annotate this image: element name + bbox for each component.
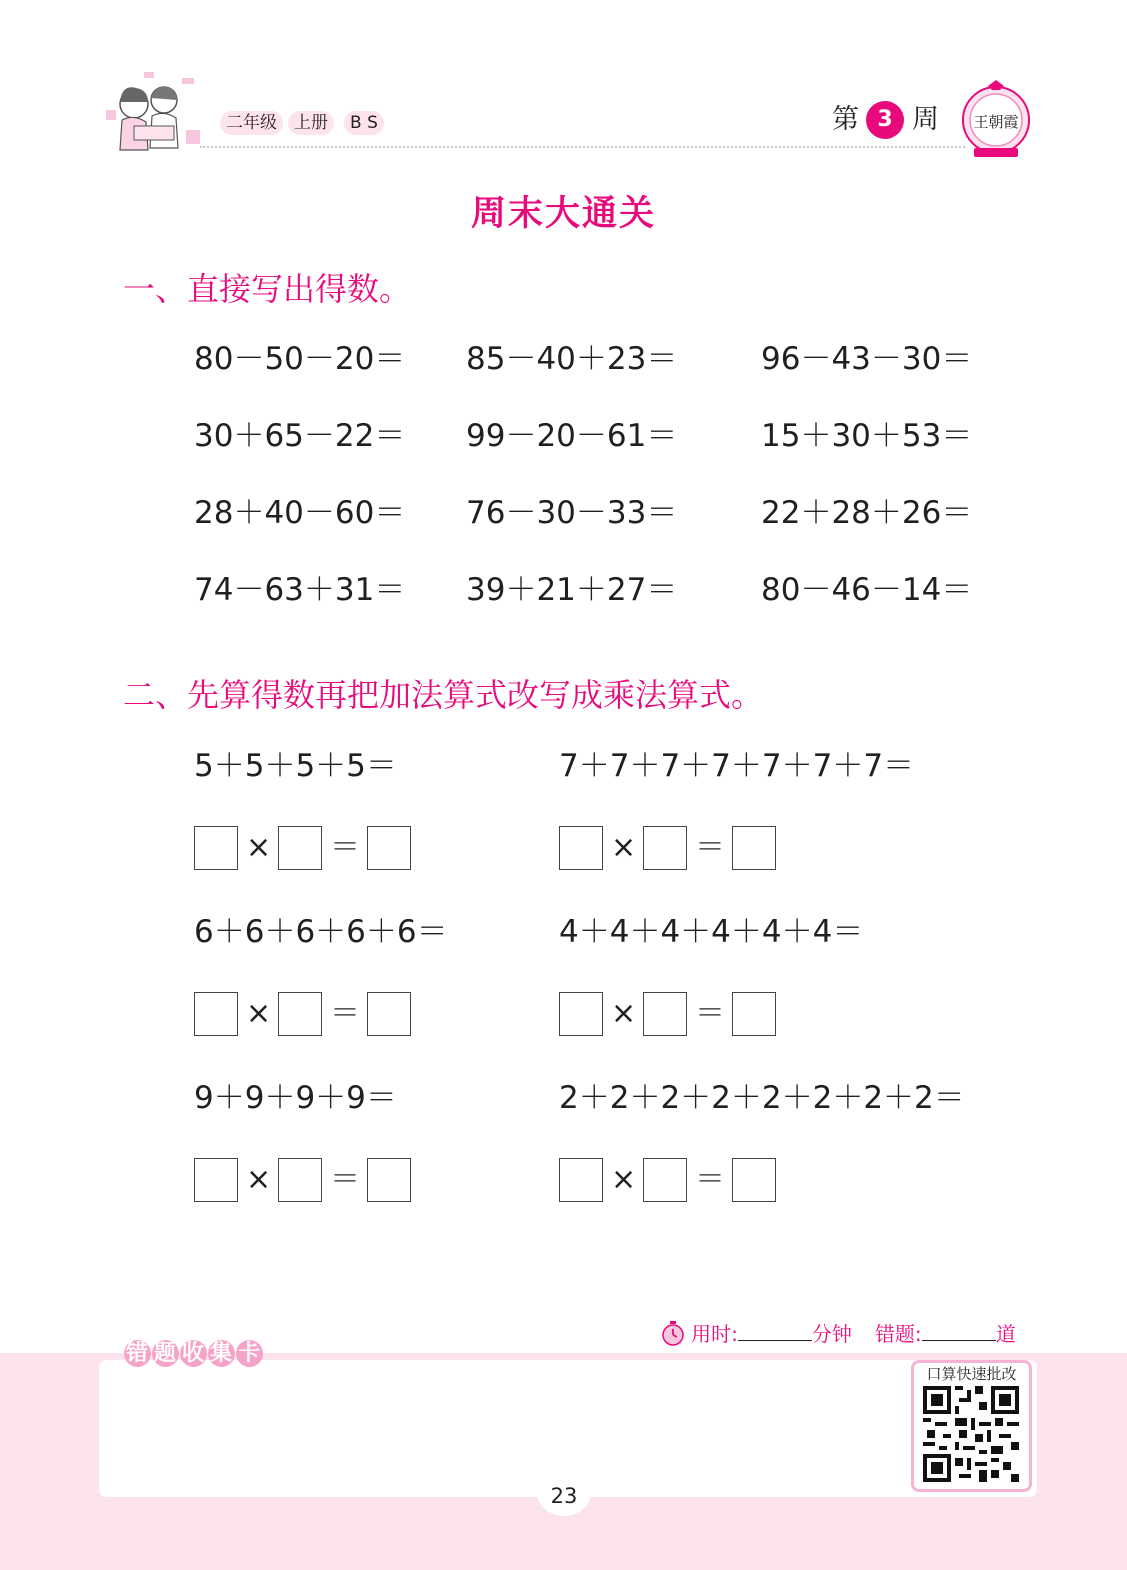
equation: 30＋65－22＝ xyxy=(194,418,406,454)
addition-equation: 5＋5＋5＋5＝ xyxy=(194,748,397,784)
grade-label: 二年级 xyxy=(220,111,283,135)
addition-equation: 6＋6＋6＋6＋6＝ xyxy=(194,914,448,950)
card-title-char: 集 xyxy=(209,1341,233,1366)
multiplication-answer xyxy=(559,1158,779,1204)
week-number-badge: 3 xyxy=(866,101,904,139)
card-title-char: 收 xyxy=(181,1341,205,1366)
answer-box[interactable] xyxy=(732,1158,776,1202)
time-label: 用时: xyxy=(691,1322,738,1346)
equation: 76－30－33＝ xyxy=(466,495,678,531)
volume-label: 上册 xyxy=(288,111,334,135)
time-unit: 分钟 xyxy=(811,1322,852,1346)
error-card-title xyxy=(124,1340,264,1372)
answer-box[interactable] xyxy=(559,992,603,1036)
answer-box[interactable] xyxy=(643,992,687,1036)
equation: 28＋40－60＝ xyxy=(194,495,406,531)
page-title: 周末大通关 xyxy=(470,194,656,234)
addition-equation: 9＋9＋9＋9＝ xyxy=(194,1080,397,1116)
equation: 74－63＋31＝ xyxy=(194,572,406,608)
header-divider xyxy=(200,146,965,148)
answer-box[interactable] xyxy=(194,826,238,870)
card-title-char: 卡 xyxy=(237,1341,261,1366)
kids-illustration xyxy=(104,70,208,156)
answer-box[interactable] xyxy=(732,992,776,1036)
error-label: 错题: xyxy=(874,1322,922,1346)
multiplication-answer xyxy=(559,826,779,872)
times-sign: × xyxy=(611,1162,637,1197)
time-blank[interactable] xyxy=(738,1320,812,1341)
answer-box[interactable] xyxy=(559,1158,603,1202)
addition-equation: 2＋2＋2＋2＋2＋2＋2＋2＝ xyxy=(559,1080,965,1116)
card-title-char: 错 xyxy=(125,1341,149,1366)
equals-sign: ＝ xyxy=(330,830,360,865)
section2-title: 二、先算得数再把加法算式改写成乘法算式。 xyxy=(123,676,764,714)
answer-box[interactable] xyxy=(643,1158,687,1202)
error-blank[interactable] xyxy=(922,1320,996,1341)
error-unit: 道 xyxy=(995,1322,1016,1346)
qr-label: 口算快速批改 xyxy=(926,1365,1017,1383)
answer-box[interactable] xyxy=(367,1158,411,1202)
times-sign: × xyxy=(611,996,637,1031)
qr-code-icon[interactable] xyxy=(923,1386,1019,1482)
equals-sign: ＝ xyxy=(695,830,725,865)
addition-equation: 4＋4＋4＋4＋4＋4＝ xyxy=(559,914,864,950)
page-number: 23 xyxy=(538,1476,590,1516)
equals-sign: ＝ xyxy=(330,996,360,1031)
times-sign: × xyxy=(246,830,272,865)
equation: 80－46－14＝ xyxy=(761,572,973,608)
equation: 96－43－30＝ xyxy=(761,341,973,377)
equation: 99－20－61＝ xyxy=(466,418,678,454)
answer-box[interactable] xyxy=(367,826,411,870)
week-suffix: 周 xyxy=(912,104,939,135)
answer-box[interactable] xyxy=(732,826,776,870)
multiplication-answer xyxy=(559,992,779,1038)
equation: 85－40＋23＝ xyxy=(466,341,678,377)
answer-box[interactable] xyxy=(278,992,322,1036)
answer-box[interactable] xyxy=(194,1158,238,1202)
equation: 80－50－20＝ xyxy=(194,341,406,377)
answer-box[interactable] xyxy=(278,826,322,870)
edition-label: B S xyxy=(344,111,384,135)
times-sign: × xyxy=(246,996,272,1031)
answer-box[interactable] xyxy=(278,1158,322,1202)
section1-title: 一、直接写出得数。 xyxy=(123,270,412,308)
equals-sign: ＝ xyxy=(695,996,725,1031)
equation: 22＋28＋26＝ xyxy=(761,495,973,531)
answer-box[interactable] xyxy=(559,826,603,870)
multiplication-answer xyxy=(194,1158,414,1204)
answer-box[interactable] xyxy=(194,992,238,1036)
times-sign: × xyxy=(611,830,637,865)
week-prefix: 第 xyxy=(832,104,859,135)
addition-equation: 7＋7＋7＋7＋7＋7＋7＝ xyxy=(559,748,915,784)
multiplication-answer xyxy=(194,992,414,1038)
times-sign: × xyxy=(246,1162,272,1197)
equals-sign: ＝ xyxy=(330,1162,360,1197)
multiplication-answer xyxy=(194,826,414,872)
brand-seal-logo xyxy=(960,78,1032,160)
answer-box[interactable] xyxy=(643,826,687,870)
time-error-record xyxy=(660,1318,1016,1350)
equals-sign: ＝ xyxy=(695,1162,725,1197)
answer-box[interactable] xyxy=(367,992,411,1036)
seal-text: 王朝霞 xyxy=(973,113,1019,131)
card-title-char: 题 xyxy=(153,1341,177,1366)
equation: 15＋30＋53＝ xyxy=(761,418,973,454)
equation: 39＋21＋27＝ xyxy=(466,572,678,608)
stopwatch-icon xyxy=(660,1320,686,1346)
